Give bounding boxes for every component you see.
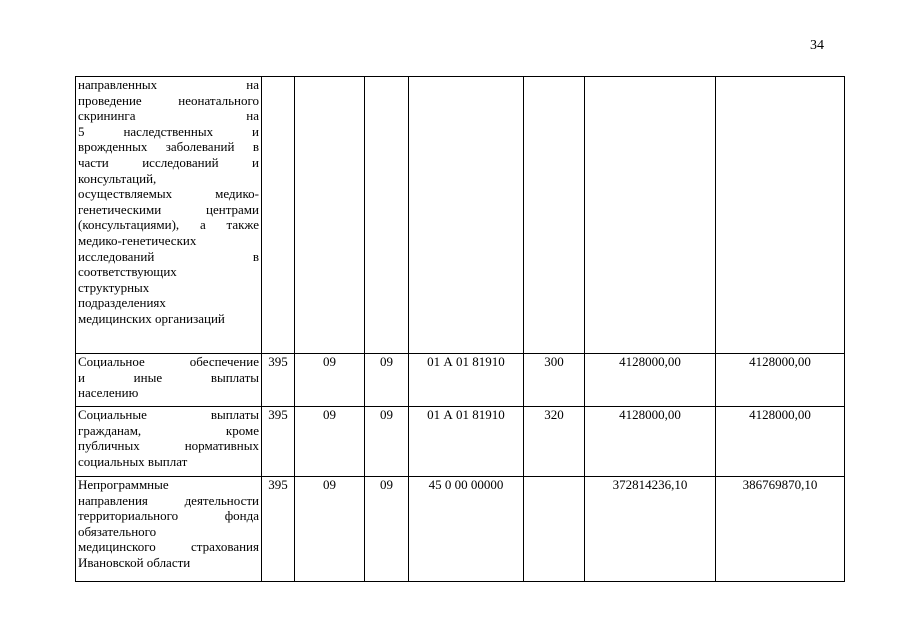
item-name-line: Непрограммные — [78, 477, 169, 492]
item-name-line: гражданам, кроме — [78, 422, 259, 438]
item-name-line: Ивановской области — [78, 554, 191, 570]
item-name-line: медицинского страхования — [78, 539, 259, 555]
item-name-line: публичных нормативных — [78, 438, 259, 454]
item-name-line: медико-генетических — [78, 232, 197, 248]
item-name-line: осуществляемых медико- — [78, 186, 259, 202]
expense-type-cell: 320 — [524, 407, 585, 477]
amount-year-2-cell: 4128000,00 — [716, 354, 845, 407]
expense-type-cell — [524, 477, 585, 582]
item-name-line: врожденных заболеваний в — [78, 139, 259, 155]
subsection-cell: 09 — [365, 354, 409, 407]
amount-year-1-cell: 372814236,10 — [585, 477, 716, 582]
amount-year-2-cell — [716, 77, 845, 354]
item-name-line: территориального фонда — [78, 508, 259, 524]
table-row — [76, 477, 845, 582]
amount-year-1-cell — [585, 77, 716, 354]
item-name-line: направления деятельности — [78, 492, 259, 508]
grbs-cell: 395 — [262, 354, 295, 407]
target-article-cell: 01 А 01 81910 — [409, 354, 524, 407]
section-cell: 09 — [295, 407, 365, 477]
item-name-cell — [76, 77, 262, 354]
amount-year-1-cell: 4128000,00 — [585, 354, 716, 407]
item-name-line: населению — [78, 385, 139, 401]
item-name-line: обязательного — [78, 523, 157, 539]
section-cell — [295, 77, 365, 354]
item-name-cell — [76, 354, 262, 407]
item-name-line: Социальное обеспечение — [78, 354, 259, 369]
item-name-line: структурных — [78, 279, 150, 295]
grbs-cell — [262, 77, 295, 354]
table-row — [76, 354, 845, 407]
item-name-line: направленных на — [78, 77, 259, 92]
item-name-line: подразделениях — [78, 295, 166, 311]
item-name-line: 5 наследственных и — [78, 123, 259, 139]
subsection-cell: 09 — [365, 477, 409, 582]
amount-year-1-cell: 4128000,00 — [585, 407, 716, 477]
item-name-cell — [76, 477, 262, 582]
grbs-cell: 395 — [262, 407, 295, 477]
subsection-cell: 09 — [365, 407, 409, 477]
item-name-line: исследований в — [78, 248, 259, 264]
item-name-line: Социальные выплаты — [78, 407, 259, 422]
item-name-line: скрининга на — [78, 108, 259, 124]
item-name-line: части исследований и — [78, 154, 259, 170]
target-article-cell: 45 0 00 00000 — [409, 477, 524, 582]
section-cell: 09 — [295, 354, 365, 407]
amount-year-2-cell: 386769870,10 — [716, 477, 845, 582]
target-article-cell — [409, 77, 524, 354]
item-name-cell — [76, 407, 262, 477]
item-name-line: социальных выплат — [78, 453, 188, 469]
grbs-cell: 395 — [262, 477, 295, 582]
subsection-cell — [365, 77, 409, 354]
item-name-line: генетическими центрами — [78, 201, 259, 217]
item-name-line: консультаций, — [78, 170, 157, 186]
item-name-line: (консультациями), а также — [78, 217, 259, 233]
page-number: 34 — [810, 38, 824, 53]
item-name-line: соответствующих — [78, 264, 177, 280]
section-cell: 09 — [295, 477, 365, 582]
expense-type-cell — [524, 77, 585, 354]
budget-table — [75, 76, 845, 582]
expense-type-cell: 300 — [524, 354, 585, 407]
target-article-cell: 01 А 01 81910 — [409, 407, 524, 477]
item-name-line: медицинских организаций — [78, 310, 225, 326]
table-row — [76, 407, 845, 477]
item-name-line: проведение неонатального — [78, 92, 259, 108]
table-row — [76, 77, 845, 354]
amount-year-2-cell: 4128000,00 — [716, 407, 845, 477]
item-name-line: и иные выплаты — [78, 369, 259, 385]
